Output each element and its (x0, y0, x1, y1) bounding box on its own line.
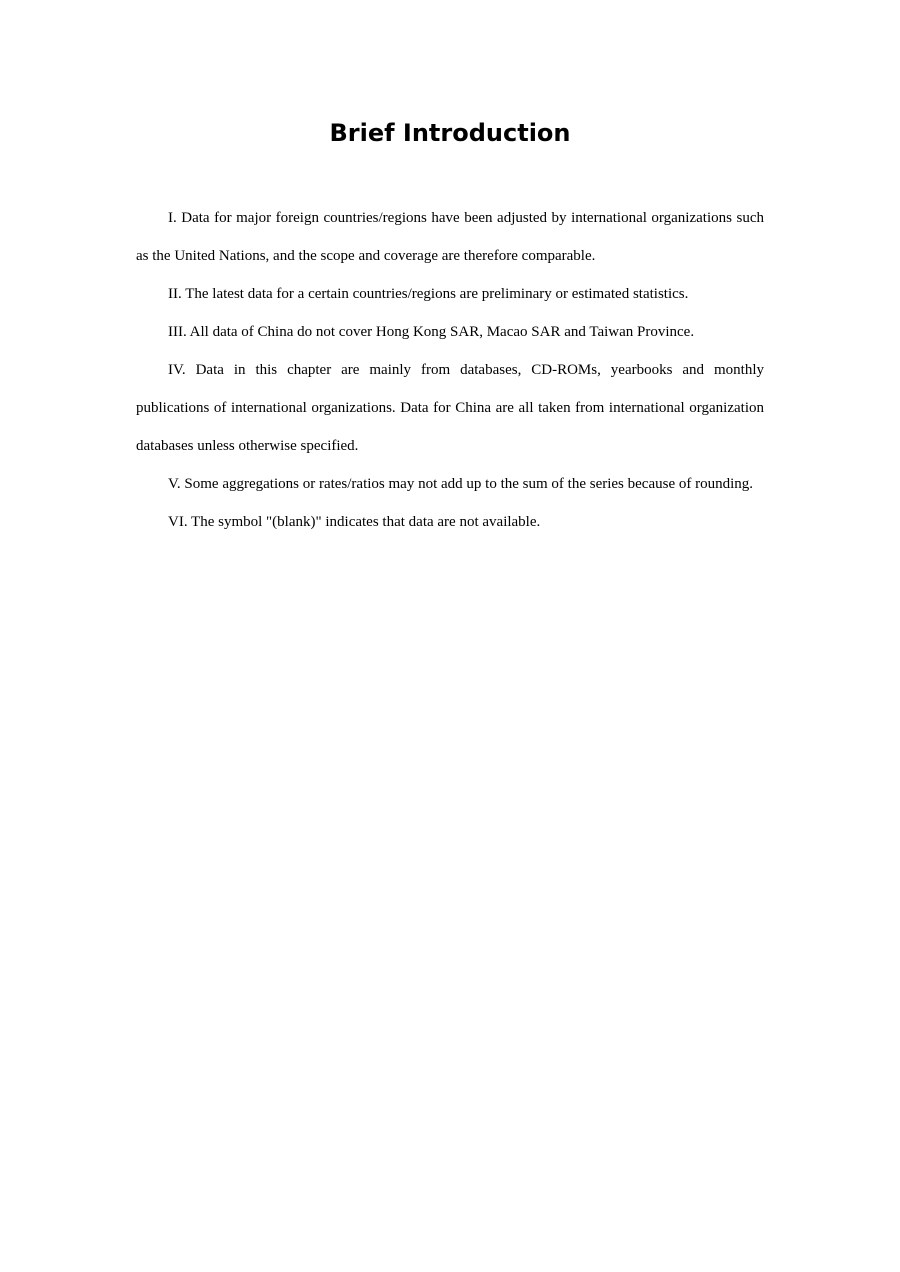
page-title: Brief Introduction (329, 119, 571, 147)
paragraph-1: I. Data for major foreign countries/regions have been adjusted by international organizations such as the United Nations, and the scope and coverage are therefore comparable. (136, 210, 764, 264)
paragraph-2: II. The latest data for a certain countries/regions are preliminary or estimated statistics. (168, 286, 689, 302)
introduction-body (136, 199, 764, 541)
paragraph-6: VI. The symbol "(blank)" indicates that data are not available. (168, 514, 541, 530)
paragraph-5: V. Some aggregations or rates/ratios may not add up to the sum of the series because of rounding. (168, 476, 754, 492)
paragraph-4: IV. Data in this chapter are mainly from databases, CD-ROMs, yearbooks and monthly publications of international organizations. Data for China are all taken from international organization databases unless otherwise specified. (136, 362, 764, 454)
paragraph-3: III. All data of China do not cover Hong Kong SAR, Macao SAR and Taiwan Province. (168, 324, 695, 340)
